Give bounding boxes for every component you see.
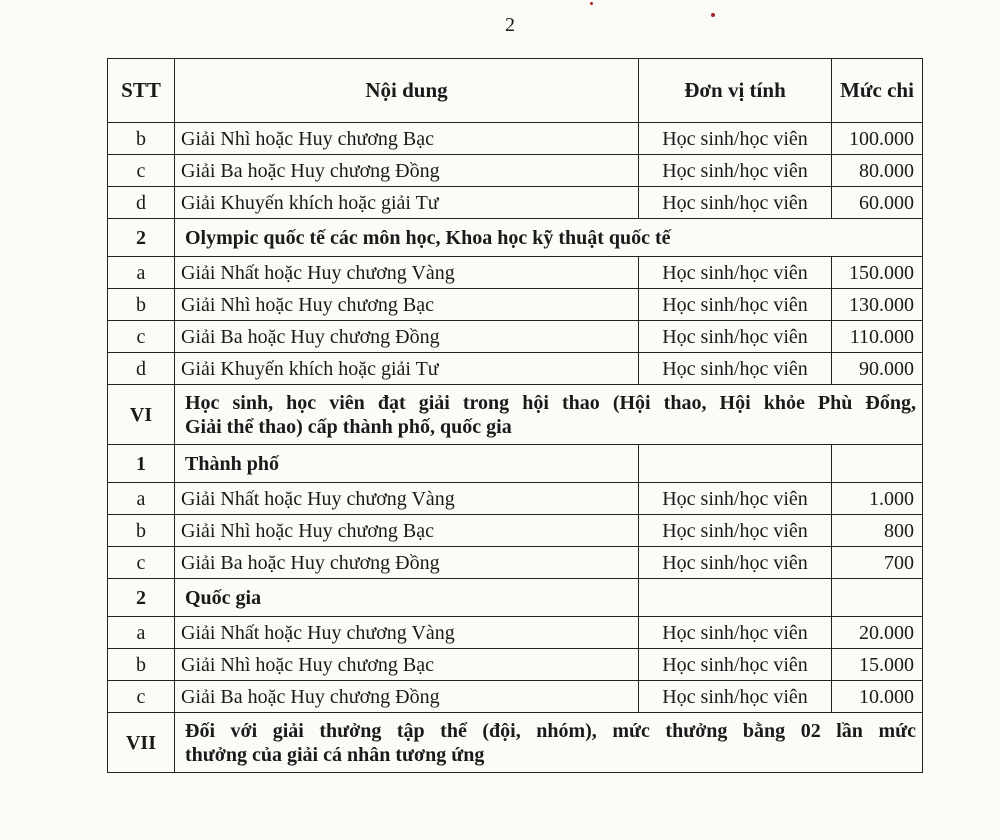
row-stt: c [108, 321, 175, 353]
row-content: Giải Ba hoặc Huy chương Đồng [175, 547, 639, 579]
section-title [175, 385, 923, 445]
row-stt: a [108, 617, 175, 649]
header-stt: STT [108, 59, 175, 123]
red-ink-dot [711, 13, 715, 17]
row-content: Giải Nhì hoặc Huy chương Bạc [175, 649, 639, 681]
row-unit: Học sinh/học viên [639, 547, 832, 579]
row-content: Giải Ba hoặc Huy chương Đồng [175, 155, 639, 187]
section-title-line-1: Đối với giải thưởng tập thể (đội, nhóm), mức thưởng bằng 02 lần mức [185, 719, 916, 742]
row-content: Giải Nhất hoặc Huy chương Vàng [175, 617, 639, 649]
header-unit: Đơn vị tính [639, 59, 832, 123]
section-title-line-2: Giải thể thao) cấp thành phố, quốc gia [185, 415, 512, 438]
row-amount: 20.000 [832, 617, 923, 649]
row-unit: Học sinh/học viên [639, 257, 832, 289]
row-unit: Học sinh/học viên [639, 353, 832, 385]
row-amount: 1.000 [832, 483, 923, 515]
row-amount: 800 [832, 515, 923, 547]
row-stt: c [108, 155, 175, 187]
table-row [108, 321, 923, 353]
red-ink-dot [590, 2, 593, 5]
table-row [108, 617, 923, 649]
row-content: Giải Nhất hoặc Huy chương Vàng [175, 257, 639, 289]
row-amount: 150.000 [832, 257, 923, 289]
section-stt: VI [108, 385, 175, 445]
table-row [108, 289, 923, 321]
table-row [108, 713, 923, 773]
table-row [108, 219, 923, 257]
table-row [108, 445, 923, 483]
row-unit: Học sinh/học viên [639, 515, 832, 547]
section-title [175, 713, 923, 773]
table-row [108, 579, 923, 617]
row-unit: Học sinh/học viên [639, 649, 832, 681]
row-amount: 60.000 [832, 187, 923, 219]
table-row [108, 385, 923, 445]
row-content: Giải Ba hoặc Huy chương Đồng [175, 321, 639, 353]
row-content: Giải Nhì hoặc Huy chương Bạc [175, 123, 639, 155]
table-row [108, 483, 923, 515]
row-unit: Học sinh/học viên [639, 483, 832, 515]
section-title-line-1: Học sinh, học viên đạt giải trong hội thao (Hội thao, Hội khỏe Phù Đổng, [185, 391, 916, 414]
table-row [108, 649, 923, 681]
row-amount: 10.000 [832, 681, 923, 713]
header-amount: Mức chi [832, 59, 923, 123]
row-unit: Học sinh/học viên [639, 681, 832, 713]
row-content: Giải Nhì hoặc Huy chương Bạc [175, 515, 639, 547]
table-header-row [108, 59, 923, 123]
row-unit: Học sinh/học viên [639, 155, 832, 187]
header-content: Nội dung [175, 59, 639, 123]
group-unit-empty [639, 579, 832, 617]
row-content: Giải Nhì hoặc Huy chương Bạc [175, 289, 639, 321]
table-row [108, 515, 923, 547]
table-row [108, 547, 923, 579]
allowance-table [107, 58, 923, 773]
row-amount: 700 [832, 547, 923, 579]
row-stt: b [108, 649, 175, 681]
table-row [108, 123, 923, 155]
row-unit: Học sinh/học viên [639, 617, 832, 649]
table-row [108, 187, 923, 219]
table-row [108, 353, 923, 385]
row-amount: 110.000 [832, 321, 923, 353]
row-content: Giải Khuyến khích hoặc giải Tư [175, 353, 639, 385]
group-stt: 1 [108, 445, 175, 483]
row-unit: Học sinh/học viên [639, 289, 832, 321]
row-stt: b [108, 123, 175, 155]
row-stt: c [108, 681, 175, 713]
row-amount: 90.000 [832, 353, 923, 385]
table-row [108, 257, 923, 289]
row-stt: a [108, 483, 175, 515]
section-title: Olympic quốc tế các môn học, Khoa học kỹ thuật quốc tế [175, 219, 923, 257]
group-stt: 2 [108, 579, 175, 617]
row-stt: d [108, 187, 175, 219]
row-content: Giải Ba hoặc Huy chương Đồng [175, 681, 639, 713]
table-row [108, 681, 923, 713]
page-number: 2 [505, 14, 515, 36]
group-amount-empty [832, 445, 923, 483]
row-stt: c [108, 547, 175, 579]
group-title: Quốc gia [175, 579, 639, 617]
section-title-line-2: thưởng của giải cá nhân tương ứng [185, 743, 485, 766]
row-unit: Học sinh/học viên [639, 187, 832, 219]
row-stt: a [108, 257, 175, 289]
row-unit: Học sinh/học viên [639, 123, 832, 155]
row-content: Giải Khuyến khích hoặc giải Tư [175, 187, 639, 219]
row-amount: 15.000 [832, 649, 923, 681]
section-stt: VII [108, 713, 175, 773]
group-unit-empty [639, 445, 832, 483]
row-stt: b [108, 289, 175, 321]
row-amount: 80.000 [832, 155, 923, 187]
table-body [108, 123, 923, 773]
group-title: Thành phố [175, 445, 639, 483]
row-amount: 130.000 [832, 289, 923, 321]
row-stt: b [108, 515, 175, 547]
row-content: Giải Nhất hoặc Huy chương Vàng [175, 483, 639, 515]
row-unit: Học sinh/học viên [639, 321, 832, 353]
table-row [108, 155, 923, 187]
group-amount-empty [832, 579, 923, 617]
section-stt: 2 [108, 219, 175, 257]
row-stt: d [108, 353, 175, 385]
row-amount: 100.000 [832, 123, 923, 155]
